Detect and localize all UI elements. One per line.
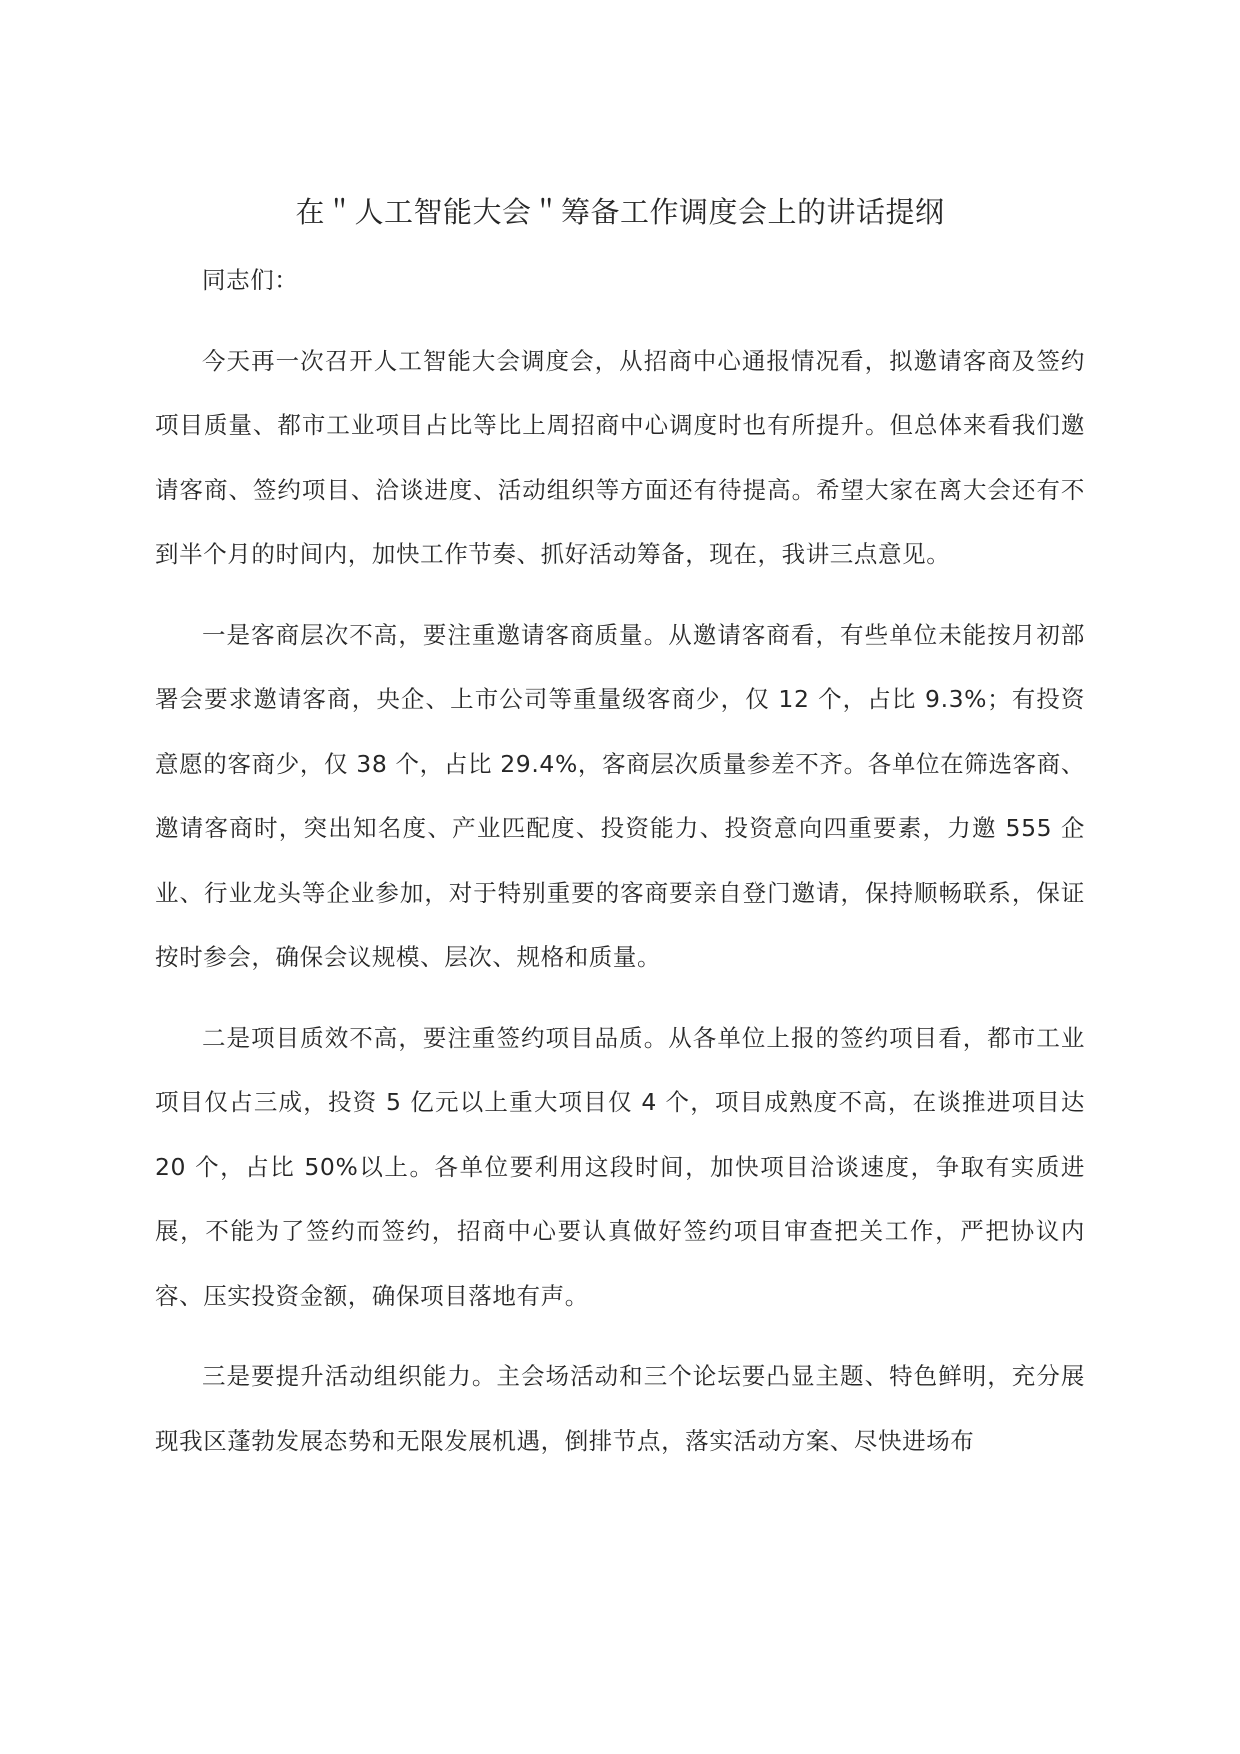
paragraph-point-two: 二是项目质效不高，要注重签约项目品质。从各单位上报的签约项目看，都市工业项目仅占三成，投资 5 亿元以上重大项目仅 4 个，项目成熟度不高，在谈推进项目达 20 个，占比 50%以上。各单位要利用这段时间，加快项目洽谈速度，争取有实质进展，不能为了签约而签约，招商中心要认真做好签约项目审查把关工作，严把协议内容、压实投资金额，确保项目落地有声。	[155, 1023, 1085, 1310]
paragraph-intro: 今天再一次召开人工智能大会调度会，从招商中心通报情况看，拟邀请客商及签约项目质量、都市工业项目占比等比上周招商中心调度时也有所提升。但总体来看我们邀请客商、签约项目、洽谈进度、活动组织等方面还有待提高。希望大家在离大会还有不到半个月的时间内，加快工作节奏、抓好活动筹备，现在，我讲三点意见。	[155, 346, 1085, 568]
document-body	[155, 248, 1085, 1473]
paragraph-point-three: 三是要提升活动组织能力。主会场活动和三个论坛要凸显主题、特色鲜明，充分展现我区蓬勃发展态势和无限发展机遇，倒排节点，落实活动方案、尽快进场布	[155, 1362, 1085, 1455]
paragraph-point-one: 一是客商层次不高，要注重邀请客商质量。从邀请客商看，有些单位未能按月初部署会要求邀请客商，央企、上市公司等重量级客商少，仅 12 个，占比 9.3%；有投资意愿的客商少，仅 38 个，占比 29.4%，客商层次质量参差不齐。各单位在筛选客商、邀请客商时，突出知名度、产业匹配度、投资能力、投资意向四重要素，力邀 555 企业、行业龙头等企业参加，对于特别重要的客商要亲自登门邀请，保持顺畅联系，保证按时参会，确保会议规模、层次、规格和质量。	[155, 620, 1085, 971]
document-title: 在＂人工智能大会＂筹备工作调度会上的讲话提纲	[295, 195, 945, 229]
salutation: 同志们：	[202, 266, 299, 294]
